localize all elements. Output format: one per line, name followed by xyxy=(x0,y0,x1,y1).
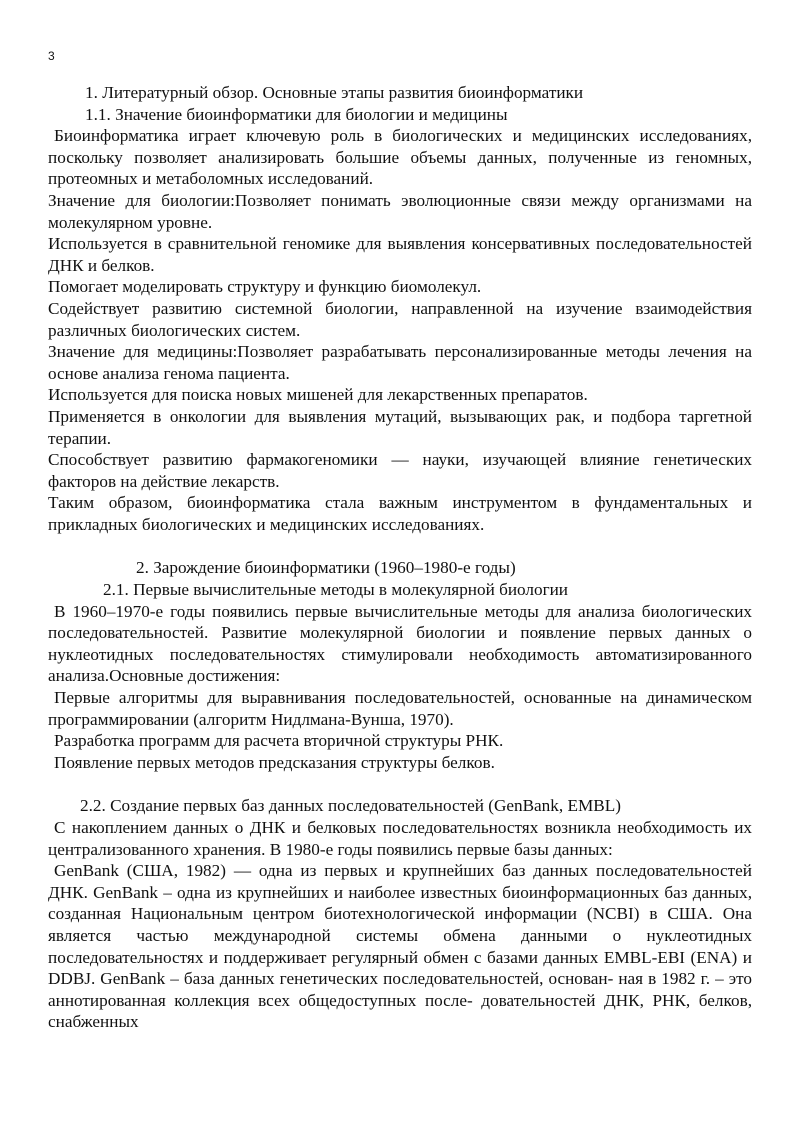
paragraph: Первые алгоритмы для выравнивания последовательностей, основанные на динамическом программировании (алгоритм Нидлмана-Вунша, 1970). xyxy=(48,688,752,729)
paragraph: Содействует развитию системной биологии, направленной на изучение взаимодействия различных биологических систем. xyxy=(48,298,752,340)
page-number: 3 xyxy=(48,49,55,63)
paragraph: Таким образом, биоинформатика стала важным инструментом в фундаментальных и прикладных биологических и медицинских исследованиях. xyxy=(48,493,752,534)
paragraph: С накоплением данных о ДНК и белковых последовательностях возникла необходимость их централизованного хранения. В 1980-е годы появились первые базы данных: xyxy=(48,818,752,859)
paragraph: Используется в сравнительной геномике для выявления консервативных последовательностей ДНК и белков. xyxy=(48,234,752,275)
paragraph: В 1960–1970-е годы появились первые вычислительные методы для анализа биологических последовательностей. Развитие молекулярной биологии и появление первых данных о нуклеотидных последовательностях стимулировали необходимость автоматизированного анализа.Основные достижения: xyxy=(48,601,752,686)
spacer xyxy=(48,773,752,795)
paragraph: Применяется в онкологии для выявления мутаций, вызывающих рак, и подбора таргетной терапии. xyxy=(48,406,752,448)
spacer xyxy=(48,535,752,557)
paragraph: Помогает моделировать структуру и функцию биомолекул. xyxy=(48,277,482,297)
paragraph: Значение для медицины:Позволяет разрабатывать персонализированные методы лечения на основе анализа генома пациента. xyxy=(48,342,752,383)
section-2-2-heading: 2.2. Создание первых баз данных последовательностей (GenBank, EMBL) xyxy=(80,796,621,816)
paragraph: GenBank (США, 1982) — одна из первых и крупнейших баз данных последовательностей ДНК. GenBank – одна из крупнейших и наиболее известных биоинформационных баз данных, созданная Национальным центром биотехнологической информации (NCBI) в США. Она является частью международной системы обмена данными о нуклеотидных последовательностях и поддерживает регулярный обмен с базами данных EMBL-EBI (ENA) и DDBJ. GenBank – база данных генетических последовательностей, основан- ная в 1982 г. – это аннотированная коллекция всех общедоступных после- довательностей ДНК, РНК, белков, снабженных xyxy=(48,861,752,1032)
section-1-1-heading: 1.1. Значение биоинформатики для биологии и медицины xyxy=(85,104,508,124)
paragraph: Используется для поиска новых мишеней для лекарственных препаратов. xyxy=(48,385,588,405)
paragraph: Разработка программ для расчета вторичной структуры РНК. xyxy=(54,731,504,751)
paragraph: Биоинформатика играет ключевую роль в биологических и медицинских исследованиях, поскольку позволяет анализировать большие объемы данных, полученные из геномных, протеомных и метаболомных исследований. xyxy=(48,126,752,189)
paragraph: Способствует развитию фармакогеномики — науки, изучающей влияние генетических факторов на действие лекарств. xyxy=(48,450,752,491)
section-2-heading: 2. Зарождение биоинформатики (1960–1980-е годы) xyxy=(136,558,516,578)
section-2-1-heading: 2.1. Первые вычислительные методы в молекулярной биологии xyxy=(103,580,569,600)
document-body xyxy=(48,82,752,1033)
section-1-heading: 1. Литературный обзор. Основные этапы развития биоинформатики xyxy=(85,83,584,102)
paragraph: Значение для биологии:Позволяет понимать эволюционные связи между организмами на молекулярном уровне. xyxy=(48,190,752,232)
paragraph: Появление первых методов предсказания структуры белков. xyxy=(54,752,495,772)
